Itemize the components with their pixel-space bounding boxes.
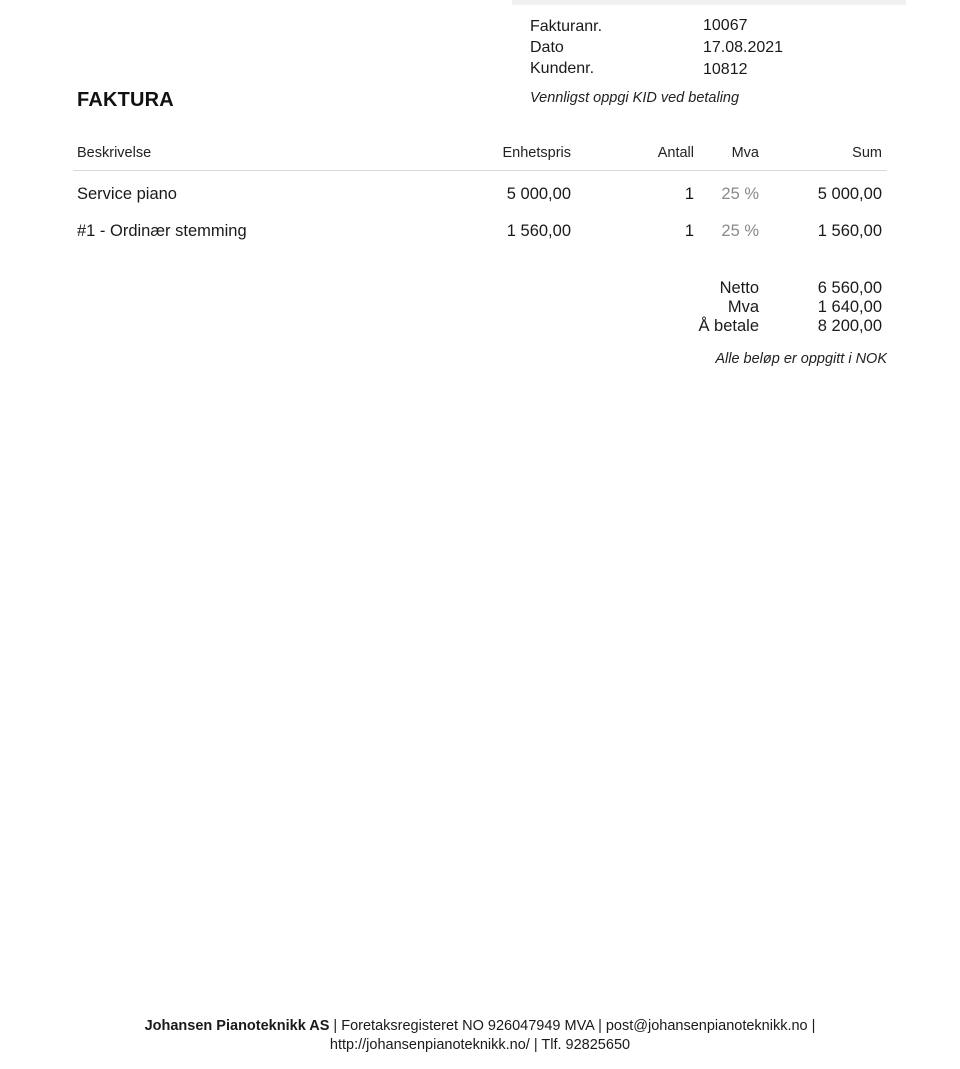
customer-number-label: Kundenr. [530,60,595,77]
amount-due-label: Å betale [698,317,759,335]
row-unit-price: 5 000,00 [506,185,571,203]
vat-amount: 1 640,00 [817,298,882,316]
row-description: Service piano [77,185,177,203]
footer-line-2: http://johansenpianoteknikk.no/ | Tlf. 92825650 [329,1037,631,1053]
column-header-vat: Mva [731,145,759,161]
table-header-divider [73,170,887,171]
column-header-description: Beskrivelse [77,145,152,161]
row-vat: 25 % [721,222,759,240]
vat-label: Mva [727,298,759,316]
invoice-number-label: Fakturanr. [530,18,603,35]
row-sum: 1 560,00 [817,222,882,240]
row-quantity: 1 [684,185,694,203]
row-unit-price: 1 560,00 [506,222,571,240]
column-header-quantity: Antall [657,145,694,161]
row-vat: 25 % [721,185,759,203]
net-label: Netto [719,279,759,297]
footer [0,1017,960,1055]
amount-due: 8 200,00 [817,317,882,335]
invoice-meta-panel [512,0,906,5]
footer-company-details: | Foretaksregisteret NO 926047949 MVA | post@johansenpianoteknikk.no | [329,1018,816,1034]
kid-note: Vennligst oppgi KID ved betaling [530,90,740,106]
row-sum: 5 000,00 [817,185,882,203]
row-description: #1 - Ordinær stemming [77,222,247,240]
column-header-unit-price: Enhetspris [502,145,571,161]
customer-number: 10812 [703,61,748,78]
currency-note: Alle beløp er oppgitt i NOK [715,351,887,367]
net-amount: 6 560,00 [817,279,882,297]
document-title: FAKTURA [77,89,174,111]
column-header-sum: Sum [852,145,882,161]
company-name: Johansen Pianoteknikk AS [144,1018,330,1034]
invoice-date: 17.08.2021 [703,39,784,56]
row-quantity: 1 [684,222,694,240]
invoice-number: 10067 [703,17,748,34]
footer-line-1 [0,1017,960,1036]
date-label: Dato [530,39,564,56]
